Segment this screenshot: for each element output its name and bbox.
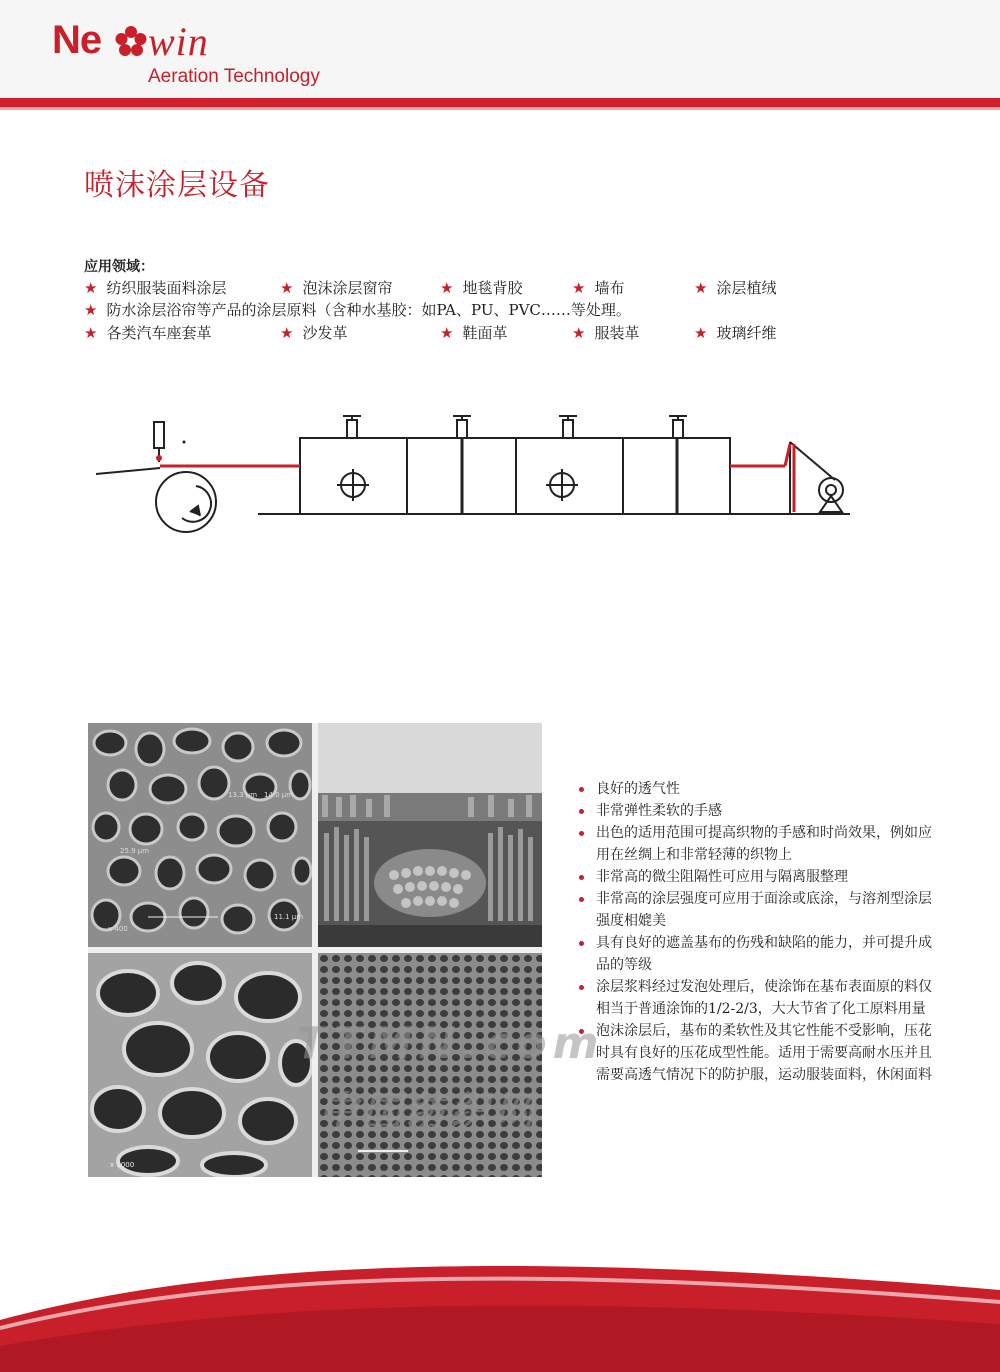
application-item: ★ 防水涂层浴帘等产品的涂层原料（含种水基胶：如PA、PU、PVC……等处理。	[84, 301, 631, 319]
feature-item: 非常高的微尘阻隔性可应用与隔离服整理	[578, 866, 938, 888]
star-icon: ★	[280, 279, 294, 297]
star-icon: ★	[84, 301, 98, 319]
application-item: ★ 涂层植绒	[694, 279, 777, 297]
star-icon: ★	[572, 279, 586, 297]
application-item: ★ 玻璃纤维	[694, 324, 777, 342]
magnification-label: x 400	[108, 925, 128, 933]
page-title: 喷沫涂层设备	[84, 168, 270, 203]
application-item: ★ 各类汽车座套革	[84, 324, 212, 342]
watermark-name: 中国纺织网	[318, 1089, 538, 1135]
bottom-swoosh	[0, 1250, 1000, 1372]
application-item: ★ 服装革	[572, 324, 640, 342]
bullet-dot-icon	[579, 831, 584, 836]
header-red-rule	[0, 98, 1000, 107]
feature-item: 具有良好的遮盖基布的伤残和缺陷的能力，并可提升成品的等级	[578, 932, 938, 976]
feature-item: 良好的透气性	[578, 778, 938, 800]
application-item: ★ 鞋面革	[440, 324, 508, 342]
sem-photo-foam-cells	[88, 723, 312, 947]
feature-item: 涂层浆料经过发泡处理后，使涂饰在基布表面原的料仅相当于普通涂饰的1/2-2/3，大大节省了化工原料用量	[578, 976, 938, 1020]
application-item: ★ 地毯背胶	[440, 279, 523, 297]
measurement-label: 11.1 µm	[274, 913, 304, 921]
applications-heading: 应用领域：	[84, 259, 154, 275]
logo-subtitle: Aeration Technology	[148, 66, 320, 87]
flower-icon	[113, 24, 149, 60]
measurement-label: 13.3 µm	[228, 791, 258, 799]
application-item: ★ 墙布	[572, 279, 625, 297]
application-item: ★ 沙发革	[280, 324, 348, 342]
sem-photo-closeup	[88, 953, 312, 1177]
applications-row-3	[84, 322, 884, 344]
sem-photo-cross-section	[318, 723, 542, 947]
bullet-dot-icon	[579, 897, 584, 902]
feature-item: 出色的适用范围可提高织物的手感和时尚效果，例如应用在丝绸上和非常轻薄的织物上	[578, 822, 938, 866]
measurement-label: 25.9 µm	[120, 847, 150, 855]
star-icon: ★	[694, 324, 708, 342]
bullet-dot-icon	[579, 809, 584, 814]
star-icon: ★	[572, 324, 586, 342]
bullet-dot-icon	[579, 941, 584, 946]
star-icon: ★	[694, 279, 708, 297]
bullet-dot-icon	[579, 875, 584, 880]
star-icon: ★	[84, 324, 98, 342]
bullet-dot-icon	[579, 985, 584, 990]
foam-coating-machine-diagram	[90, 400, 870, 540]
bullet-dot-icon	[579, 787, 584, 792]
applications-row-1	[84, 277, 884, 299]
magnification-label: x 1000	[110, 1161, 135, 1169]
star-icon: ★	[440, 279, 454, 297]
star-icon: ★	[440, 324, 454, 342]
feature-item: 非常弹性柔软的手感	[578, 800, 938, 822]
applications-row-2	[84, 299, 884, 321]
watermark-url: TTMN.com	[296, 1018, 605, 1069]
application-item: ★ 纺织服装面料涂层	[84, 279, 227, 297]
header-light-rule	[0, 107, 1000, 110]
star-icon: ★	[84, 279, 98, 297]
star-icon: ★	[280, 324, 294, 342]
application-item: ★ 泡沫涂层窗帘	[280, 279, 393, 297]
measurement-label: 14.0 µm	[264, 791, 294, 799]
logo-text-win: win	[148, 19, 209, 64]
logo-text-ne: Ne	[52, 18, 102, 62]
feature-item: 泡沫涂层后，基布的柔软性及其它性能不受影响，压花时具有良好的压花成型性能。适用于需要高耐水压并且需要高透气情况下的防护服，运动服装面料，休闲面料	[578, 1020, 938, 1086]
feature-item: 非常高的涂层强度可应用于面涂或底涂，与溶剂型涂层强度相媲美	[578, 888, 938, 932]
features-list	[578, 778, 938, 1086]
